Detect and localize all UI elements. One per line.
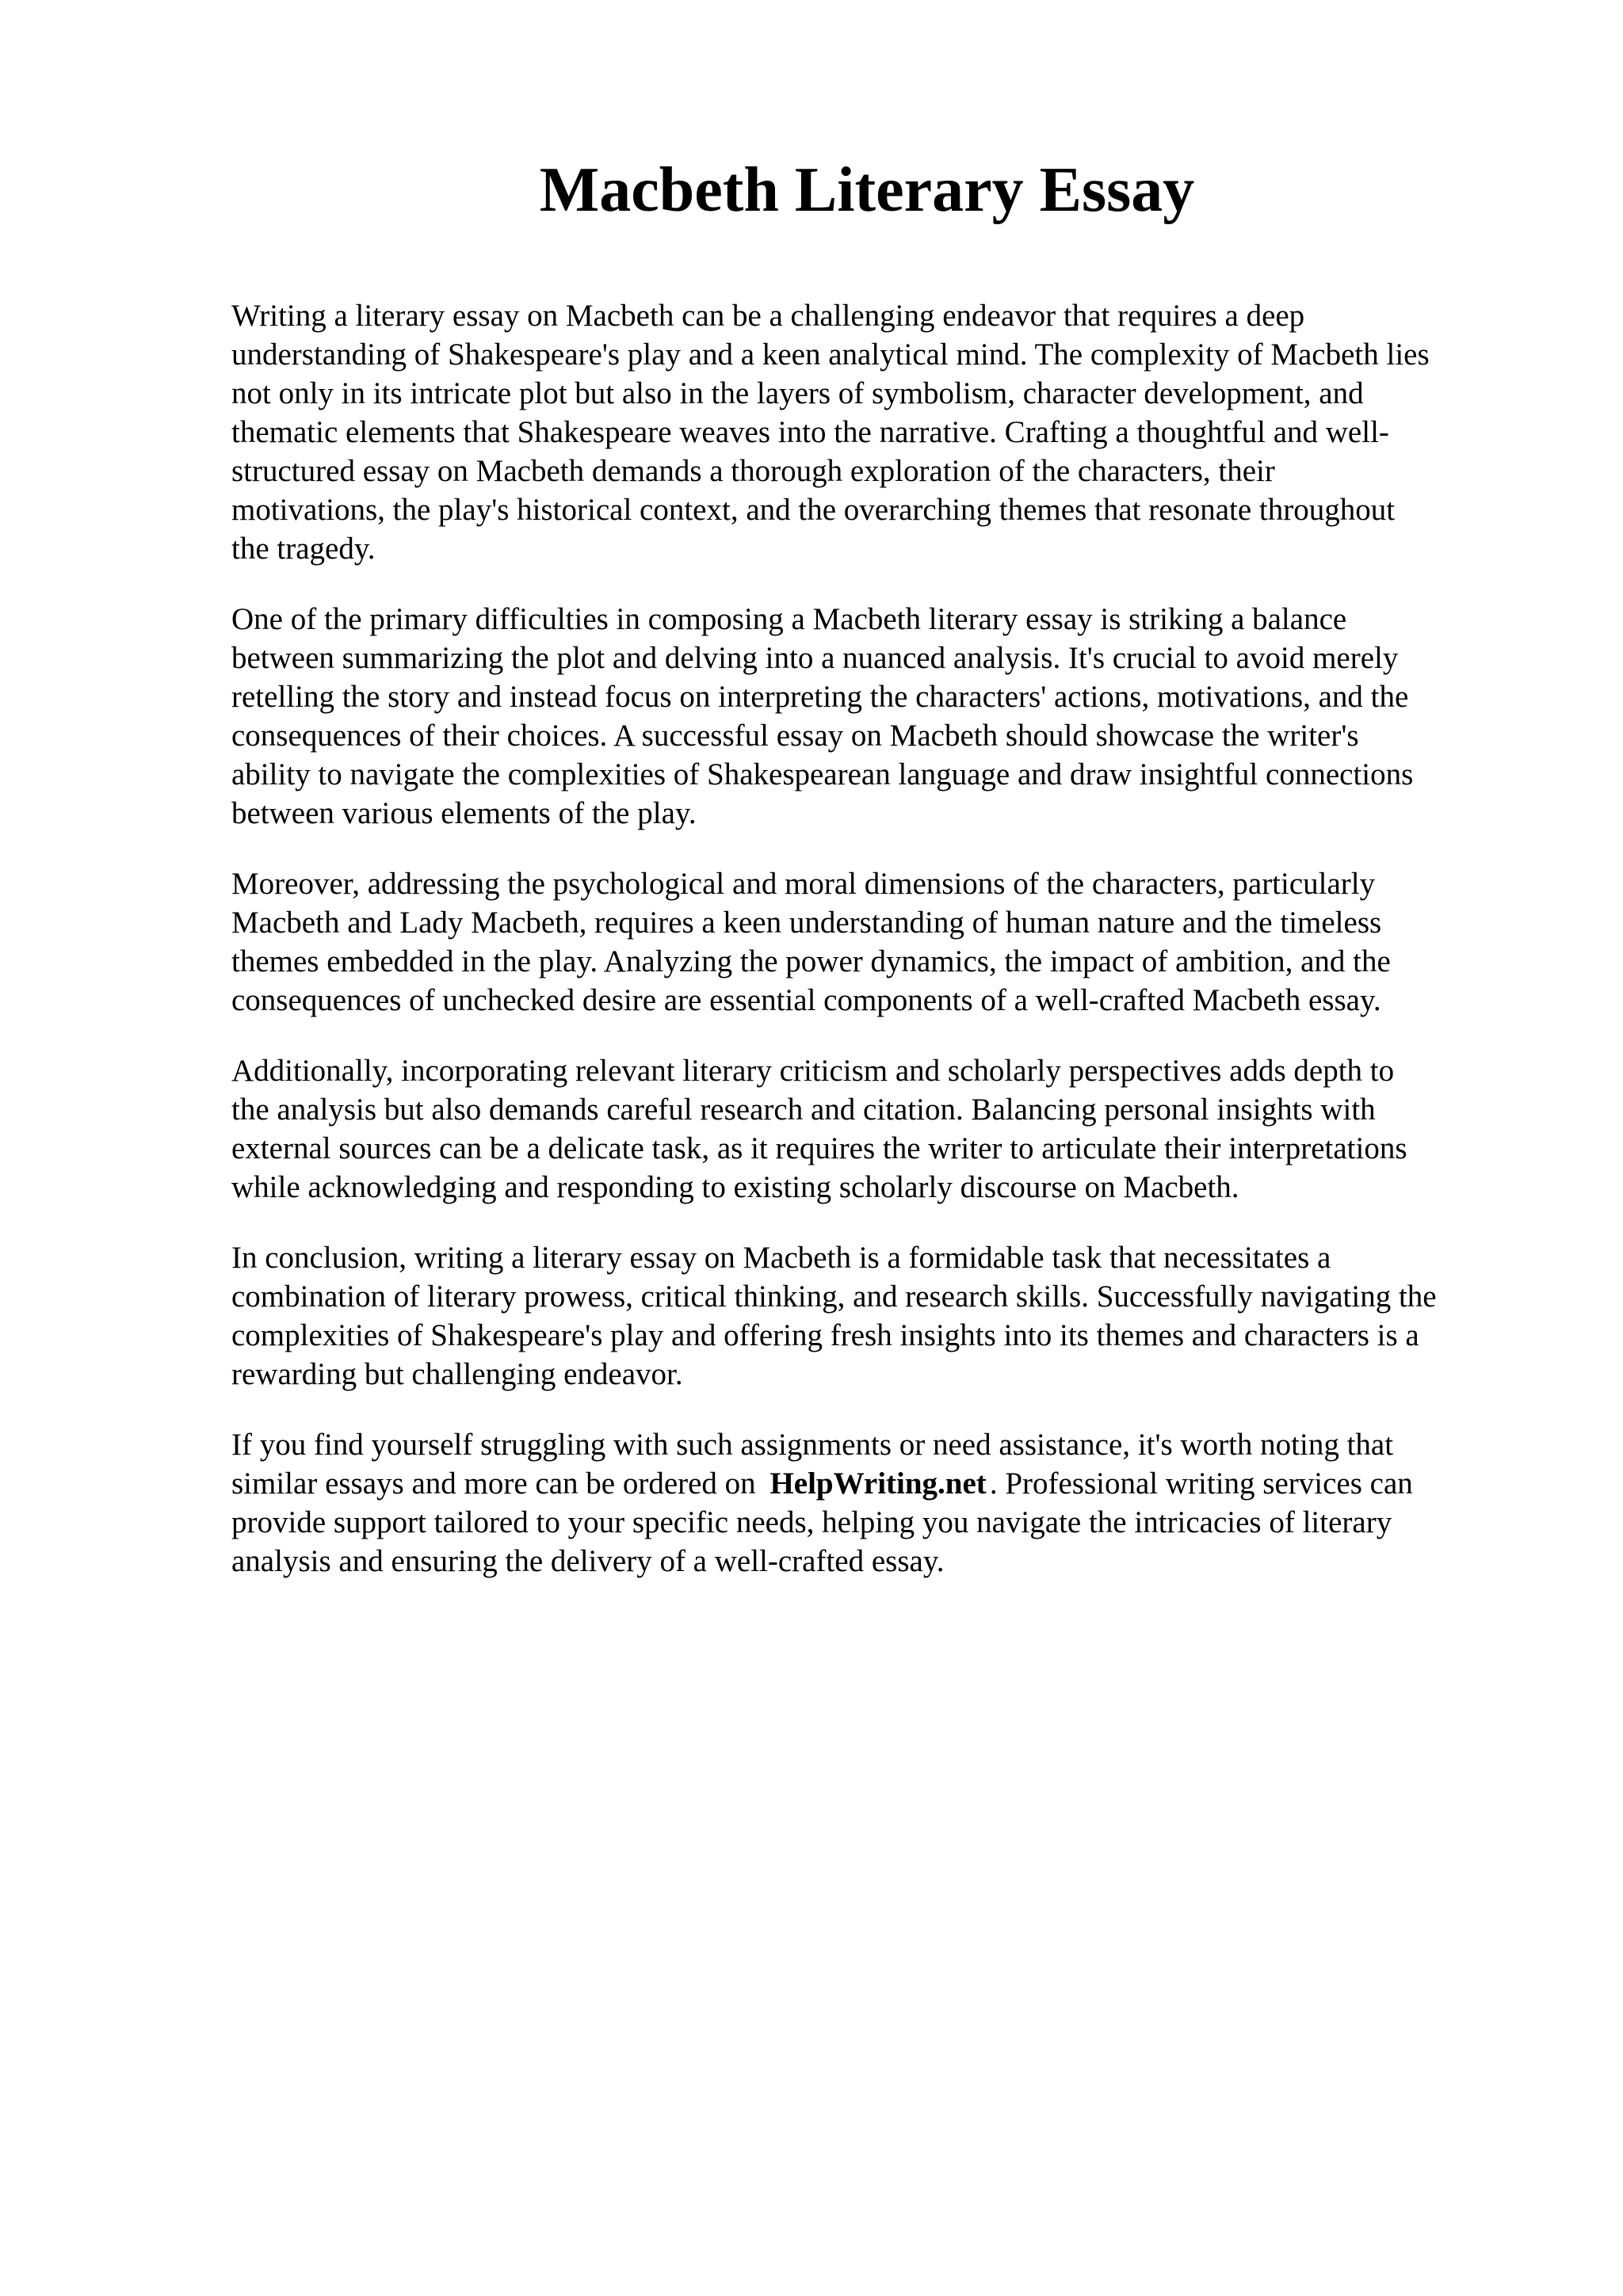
text-line: If you find yourself struggling with such assignments or need assistance, it's worth noting that <box>231 1428 1394 1462</box>
text-line: understanding of Shakespeare's play and a keen analytical mind. The complexity of Macbeth lies <box>231 338 1430 372</box>
page-title: Macbeth Literary Essay <box>539 155 1195 225</box>
paragraph-2 <box>231 600 1531 833</box>
text-line: ability to navigate the complexities of Shakespearean language and draw insightful connections <box>231 757 1414 791</box>
text-line: not only in its intricate plot but also in the layers of symbolism, character development, and <box>231 376 1364 410</box>
text-line: between summarizing the plot and delving into a nuanced analysis. It's crucial to avoid merely <box>231 641 1399 675</box>
text-line: consequences of their choices. A successful essay on Macbeth should showcase the writer's <box>231 719 1359 753</box>
text-line: Additionally, incorporating relevant literary criticism and scholarly perspectives adds depth to <box>231 1054 1395 1088</box>
text-line: Macbeth and Lady Macbeth, requires a keen understanding of human nature and the timeless <box>231 906 1382 940</box>
text-line: analysis and ensuring the delivery of a well-crafted essay. <box>231 1544 945 1578</box>
text-line: consequences of unchecked desire are essential components of a well-crafted Macbeth essay. <box>231 983 1381 1017</box>
text-line: One of the primary difficulties in composing a Macbeth literary essay is striking a balance <box>231 602 1347 636</box>
text-line-with-link <box>231 1464 1531 1503</box>
text-line: combination of literary prowess, critical thinking, and research skills. Successfully navigating the <box>231 1280 1437 1314</box>
text-line: the tragedy. <box>231 532 376 566</box>
essay-body <box>231 296 1531 1612</box>
paragraph-1 <box>231 296 1531 568</box>
text-line: provide support tailored to your specific needs, helping you navigate the intricacies of literary <box>231 1505 1392 1539</box>
paragraph-5 <box>231 1238 1531 1394</box>
helpwriting-link[interactable]: HelpWriting.net <box>769 1466 987 1501</box>
text-line: thematic elements that Shakespeare weaves into the narrative. Crafting a thoughtful and well- <box>231 415 1389 449</box>
paragraph-3 <box>231 864 1531 1020</box>
text-line: motivations, the play's historical context, and the overarching themes that resonate throughout <box>231 493 1396 527</box>
text-line: complexities of Shakespeare's play and offering fresh insights into its themes and characters is a <box>231 1318 1419 1352</box>
text-line: rewarding but challenging endeavor. <box>231 1357 683 1391</box>
paragraph-4 <box>231 1051 1531 1207</box>
text-line: structured essay on Macbeth demands a thorough exploration of the characters, their <box>231 454 1275 488</box>
text-line: themes embedded in the play. Analyzing the power dynamics, the impact of ambition, and the <box>231 944 1391 978</box>
text-segment: similar essays and more can be ordered on <box>231 1466 756 1501</box>
text-line: the analysis but also demands careful research and citation. Balancing personal insights with <box>231 1093 1376 1127</box>
text-line: Writing a literary essay on Macbeth can be a challenging endeavor that requires a deep <box>231 299 1305 333</box>
text-line: while acknowledging and responding to existing scholarly discourse on Macbeth. <box>231 1170 1239 1204</box>
text-segment: . Professional writing services can <box>989 1466 1413 1501</box>
text-line: between various elements of the play. <box>231 796 697 830</box>
paragraph-closing <box>231 1425 1531 1581</box>
text-line: In conclusion, writing a literary essay on Macbeth is a formidable task that necessitates a <box>231 1241 1331 1275</box>
text-line: external sources can be a delicate task, as it requires the writer to articulate their interpretations <box>231 1131 1407 1165</box>
text-line: retelling the story and instead focus on interpreting the characters' actions, motivations, and the <box>231 680 1409 714</box>
text-line: Moreover, addressing the psychological and moral dimensions of the characters, particularly <box>231 867 1376 901</box>
